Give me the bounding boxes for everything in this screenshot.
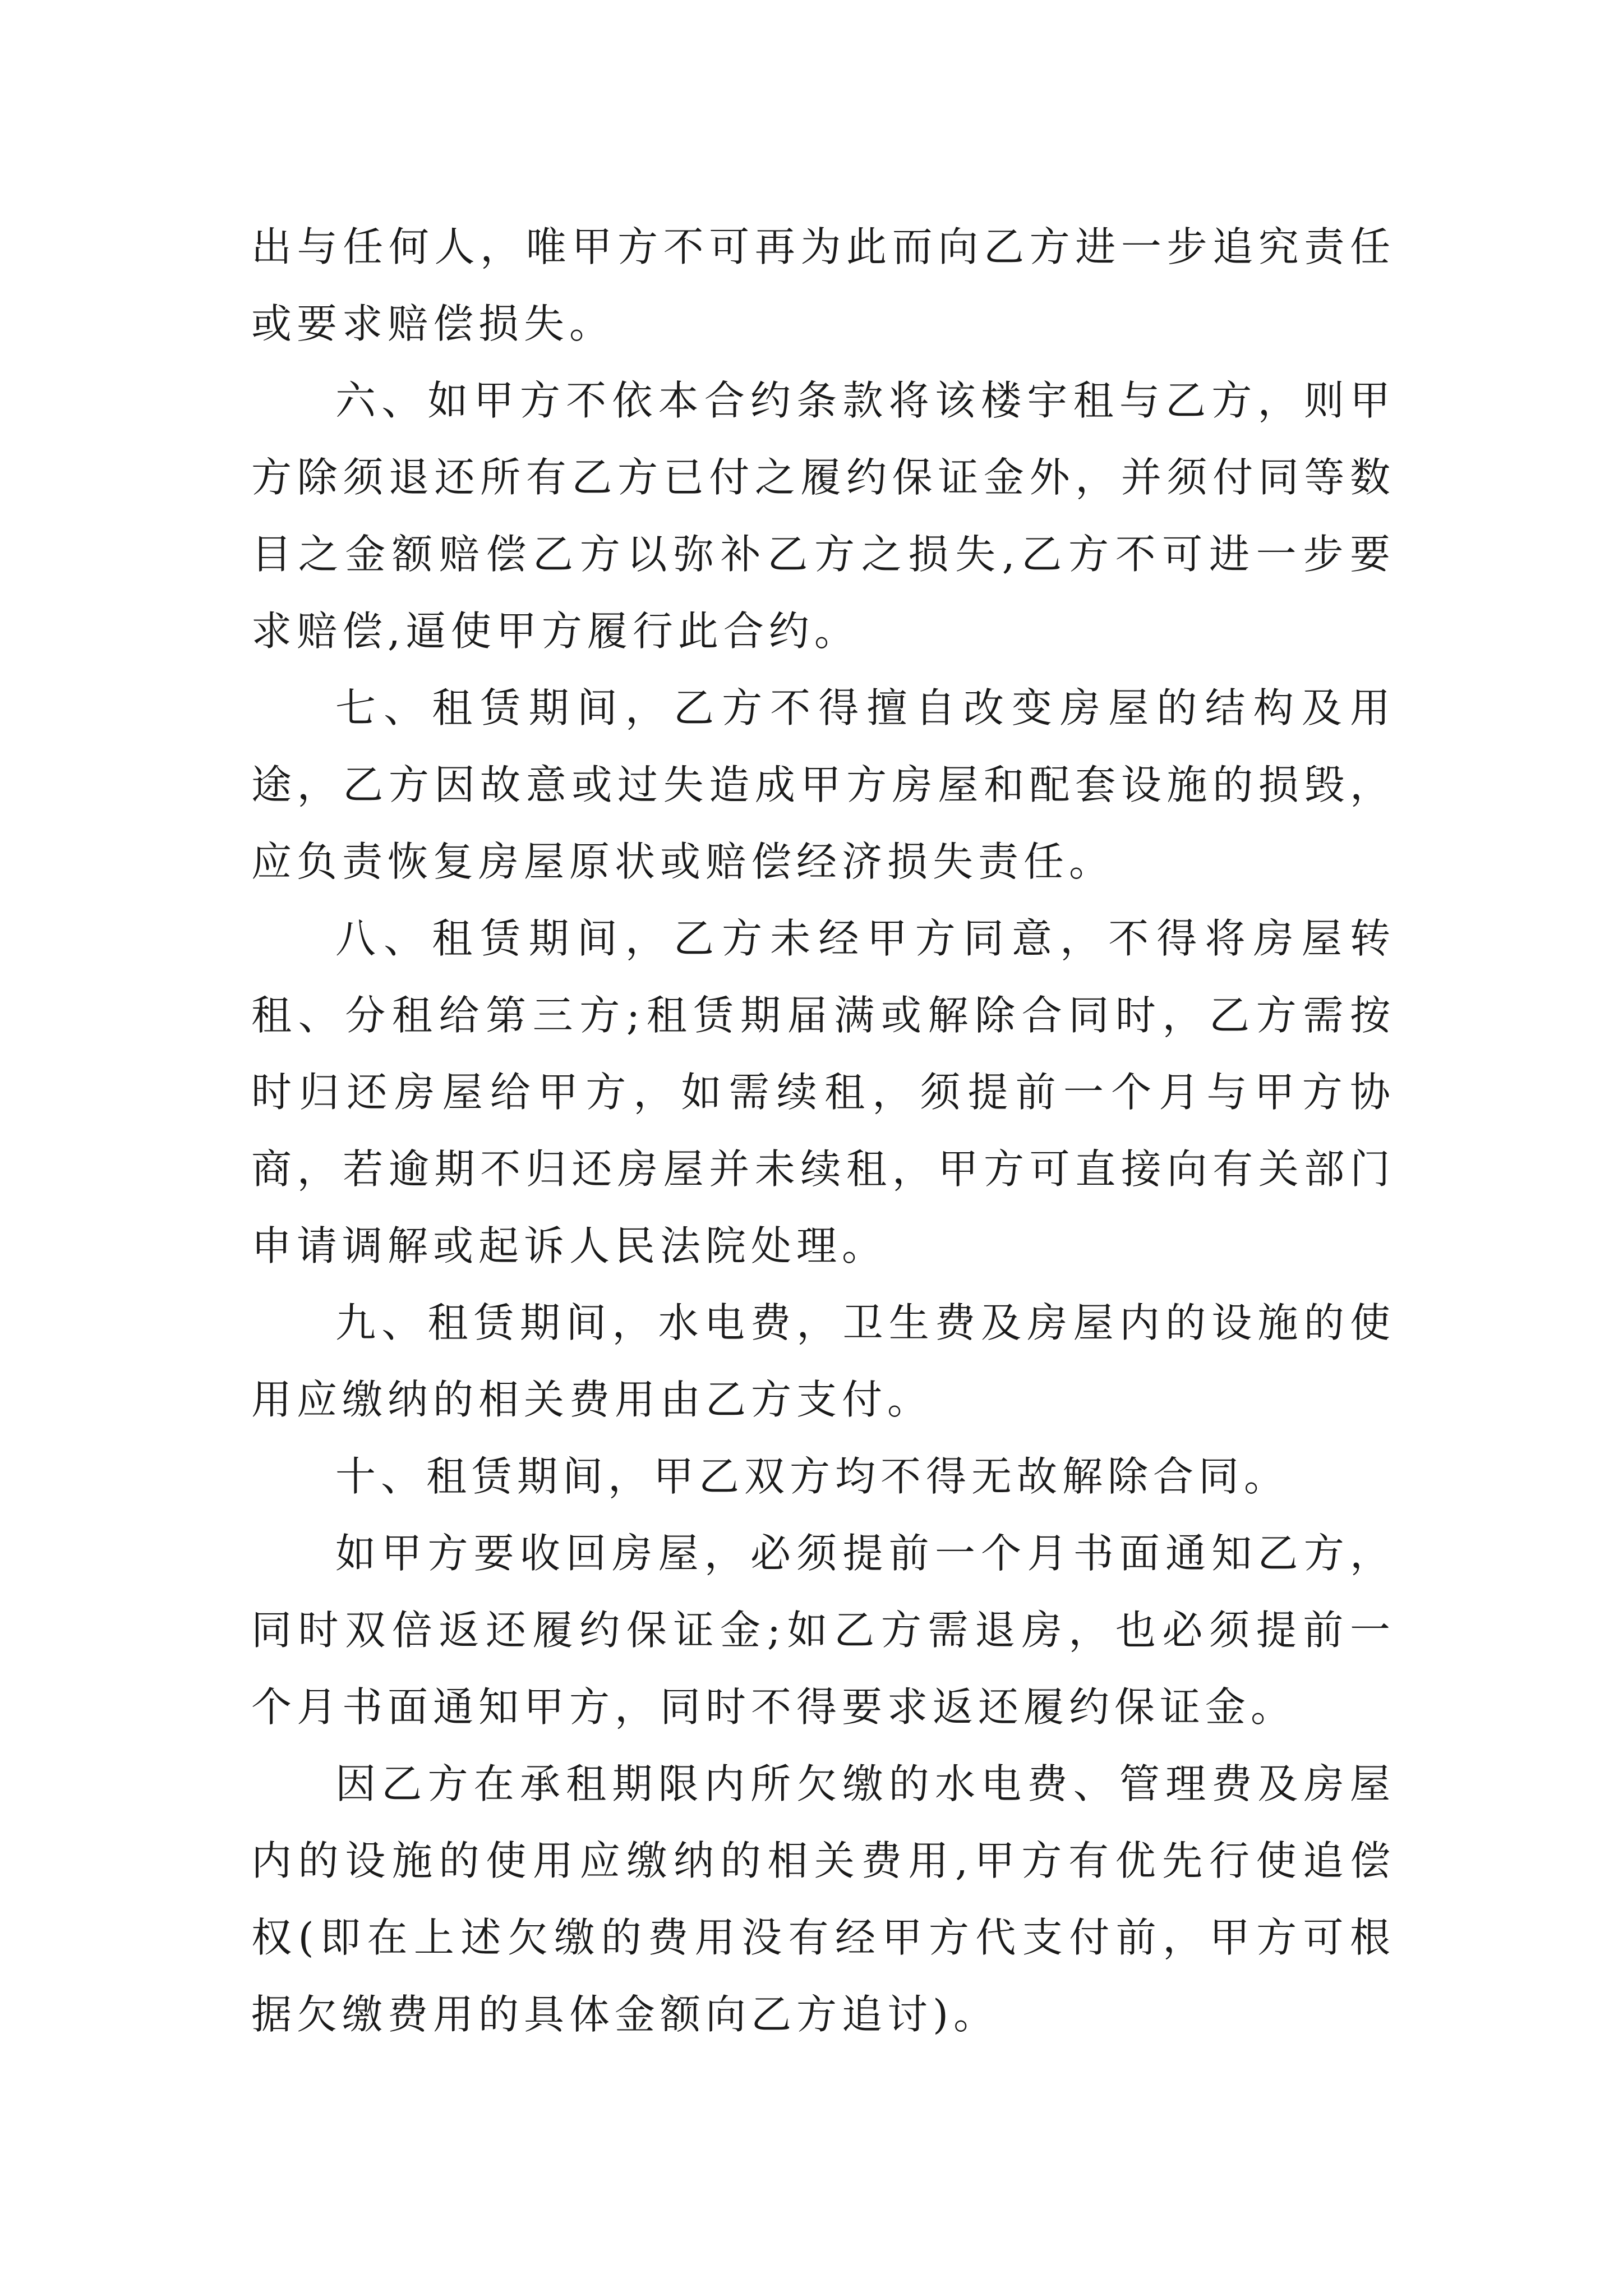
paragraph-landlord-termination: 如甲方要收回房屋，必须提前一个月书面通知乙方，同时双倍返还履约保证金;如乙方需退房，也必须提前一个月书面通知甲方，同时不得要求返还履约保证金。 bbox=[251, 1530, 1395, 1731]
paragraph-clause-6: 六、如甲方不依本合约条款将该楼宇租与乙方，则甲方除须退还所有乙方已付之履约保证金外，并须付同等数目之金额赔偿乙方以弥补乙方之损失,乙方不可进一步要求赔偿,逼使甲方履行此合约。 bbox=[251, 377, 1395, 655]
paragraph-clause-8: 八、租赁期间，乙方未经甲方同意，不得将房屋转租、分租给第三方;租赁期届满或解除合同时，乙方需按时归还房屋给甲方，如需续租，须提前一个月与甲方协商，若逾期不归还房屋并未续租，甲方可直接向有关部门申请调解或起诉人民法院处理。 bbox=[251, 915, 1395, 1269]
paragraph-clause-10: 十、租赁期间，甲乙双方均不得无故解除合同。 bbox=[335, 1453, 1290, 1500]
paragraph-arrears-recovery: 因乙方在承租期限内所欠缴的水电费、管理费及房屋内的设施的使用应缴纳的相关费用,甲方有优先行使追偿权(即在上述欠缴的费用没有经甲方代支付前，甲方可根据欠缴费用的具体金额向乙方追讨)。 bbox=[251, 1760, 1395, 2038]
paragraph-clause-9: 九、租赁期间，水电费，卫生费及房屋内的设施的使用应缴纳的相关费用由乙方支付。 bbox=[251, 1299, 1395, 1423]
paragraph-continuation: 出与任何人，唯甲方不可再为此而向乙方进一步追究责任或要求赔偿损失。 bbox=[251, 223, 1395, 347]
paragraph-clause-7: 七、租赁期间，乙方不得擅自改变房屋的结构及用途，乙方因故意或过失造成甲方房屋和配套设施的损毁，应负责恢复房屋原状或赔偿经济损失责任。 bbox=[251, 684, 1395, 885]
document-body bbox=[251, 209, 1395, 2053]
